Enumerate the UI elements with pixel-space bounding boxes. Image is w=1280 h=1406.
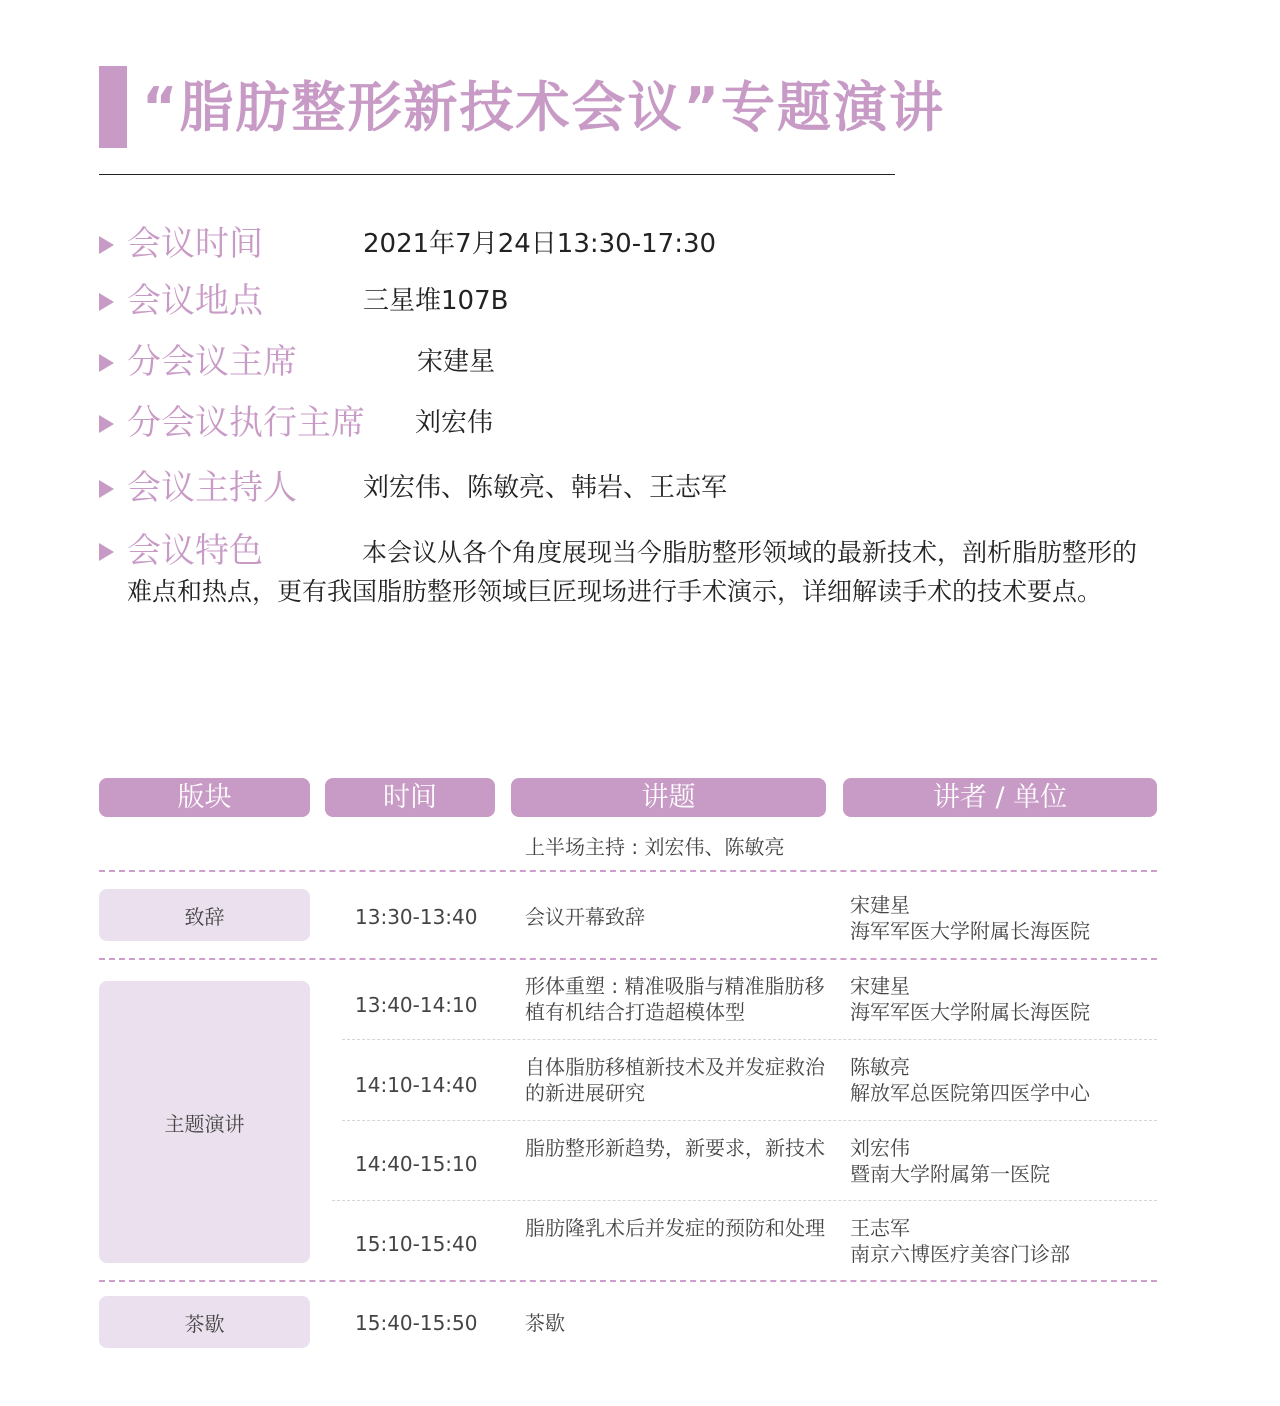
row-time: 15:40-15:50 [355,1311,478,1335]
speaker-name: 陈敏亮 [850,1055,910,1079]
header-section: 版块 [99,778,310,817]
row-time: 13:40-14:10 [355,993,478,1017]
section-label: 主题演讲 [164,1111,245,1136]
row-topic: 脂肪隆乳术后并发症的预防和处理 [525,1216,825,1240]
row-time: 13:30-13:40 [355,905,478,929]
bullet-triangle-icon [99,293,114,311]
row-divider [342,1120,1157,1121]
section-label: 致辞 [184,904,225,929]
section-opening [99,889,310,941]
info-list [99,0,1169,660]
row-speaker [850,1135,1050,1187]
header-time: 时间 [325,778,495,817]
first-half-host: 上半场主持 : 刘宏伟、陈敏亮 [525,835,785,859]
speaker-unit: 解放军总医院第四医学中心 [850,1081,1090,1105]
page-title: “脂肪整形新技术会议”专题演讲 [142,76,945,139]
time-value: 2021年7月24日13:30-17:30 [363,229,717,259]
time-label: 会议时间 [127,224,263,264]
section-divider [99,1280,1157,1282]
exec-chair-value: 刘宏伟 [415,408,494,438]
header-topic: 讲题 [511,778,826,817]
speaker-name: 宋建星 [850,893,910,917]
speaker-unit: 暨南大学附属第一医院 [850,1162,1050,1186]
section-keynote [99,981,310,1263]
row-topic: 脂肪整形新趋势，新要求，新技术 [525,1136,825,1160]
host-value: 刘宏伟、陈敏亮、韩岩、王志军 [363,473,728,503]
host-label: 会议主持人 [127,468,297,508]
row-divider [342,1039,1157,1040]
bullet-triangle-icon [99,415,114,433]
place-label: 会议地点 [127,281,263,321]
section-divider [99,958,1157,960]
section-label: 茶歇 [184,1311,225,1336]
bullet-triangle-icon [99,480,114,498]
bullet-triangle-icon [99,236,114,254]
speaker-name: 宋建星 [850,974,910,998]
speaker-name: 王志军 [850,1216,910,1240]
exec-chair-label: 分会议执行主席 [127,403,365,443]
row-speaker [850,1215,1070,1267]
chair-value: 宋建星 [417,347,496,377]
feature-description: 本会议从各个角度展现当今脂肪整形领域的最新技术，剖析脂肪整形的难点和热点，更有我国脂肪整形领域巨匠现场进行手术演示，详细解读手术的技术要点。 [127,538,1138,606]
speaker-unit: 南京六博医疗美容门诊部 [850,1242,1070,1266]
row-speaker [850,973,1090,1025]
row-speaker [850,892,1090,944]
bullet-triangle-icon [99,543,114,561]
row-time: 15:10-15:40 [355,1232,478,1256]
row-time: 14:40-15:10 [355,1152,478,1176]
speaker-name: 刘宏伟 [850,1136,910,1160]
row-topic: 形体重塑 : 精准吸脂与精准脂肪移植有机结合打造超模体型 [525,974,825,1024]
row-time: 14:10-14:40 [355,1073,478,1097]
feature-label: 会议特色 [127,531,263,571]
speaker-unit: 海军军医大学附属长海医院 [850,1000,1090,1024]
speaker-unit: 海军军医大学附属长海医院 [850,919,1090,943]
row-divider [332,1200,1157,1201]
section-divider [99,870,1157,872]
place-value: 三星堆107B [363,286,509,316]
row-speaker [850,1054,1090,1106]
header-speaker: 讲者 / 单位 [843,778,1157,817]
bullet-triangle-icon [99,354,114,372]
row-topic: 茶歇 [525,1311,565,1335]
row-topic: 会议开幕致辞 [525,905,645,929]
chair-label: 分会议主席 [127,342,297,382]
row-topic: 自体脂肪移植新技术及并发症救治的新进展研究 [525,1055,825,1105]
section-break [99,1296,310,1348]
